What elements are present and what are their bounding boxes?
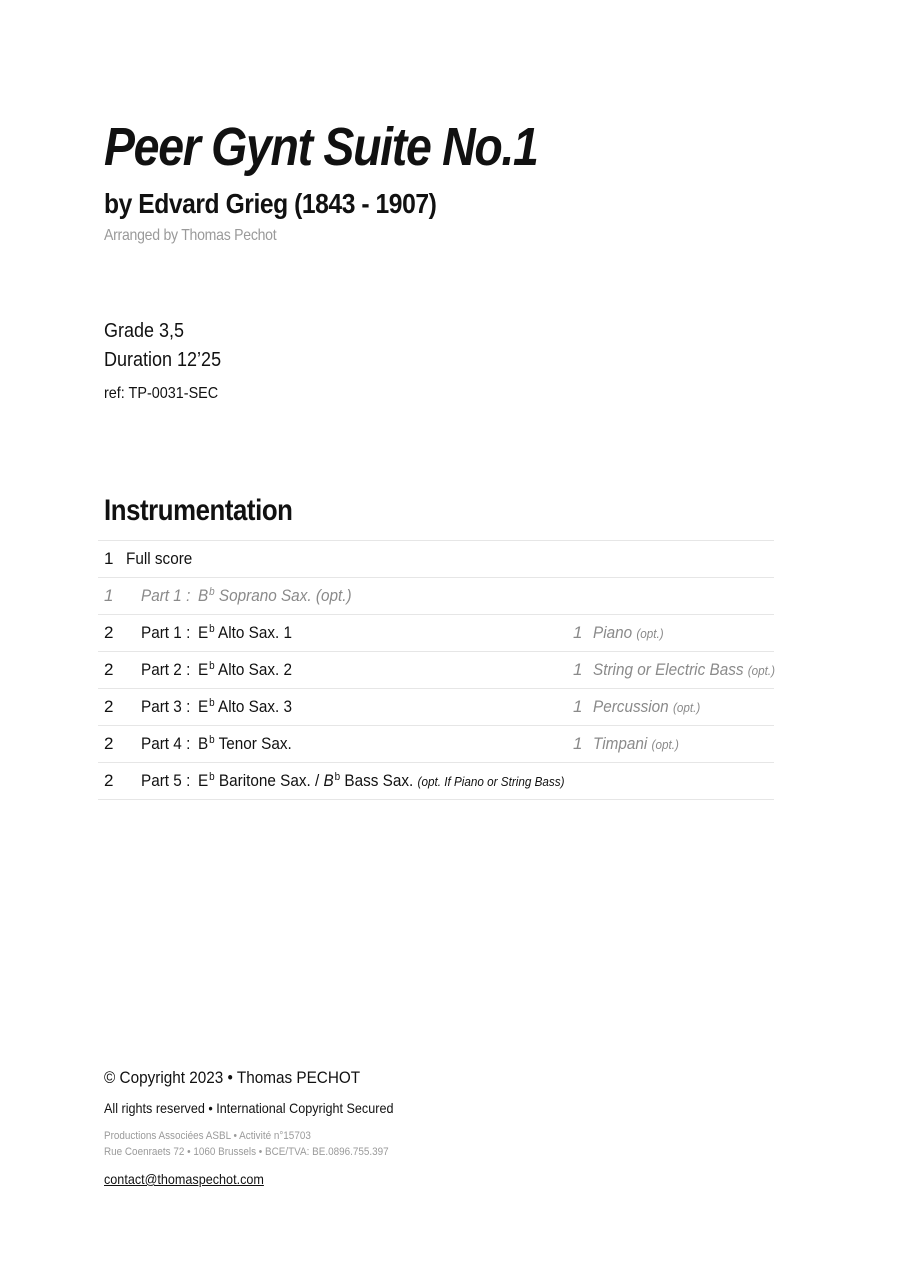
flat-symbol: b (209, 586, 215, 598)
row-part: Part 1 : (141, 586, 191, 605)
optional-instrument: Percussion (593, 697, 669, 716)
optional-note: (opt.) (651, 737, 679, 752)
row-instrument: Alto Sax. 3 (218, 697, 293, 716)
optional-quantity: 1 (573, 697, 583, 716)
row-instrument-cell (198, 771, 565, 791)
row-quantity: 1 (104, 586, 114, 605)
document-title: Peer Gynt Suite No.1 (104, 117, 538, 177)
pitch-letter: E (198, 697, 209, 716)
reference-code: ref: TP-0031-SEC (104, 385, 219, 402)
row-instrument: Alto Sax. 2 (218, 660, 293, 679)
optional-note: (opt.) (747, 663, 776, 678)
instrumentation-row-alto-sax-2 (98, 652, 774, 689)
optional-note: (opt.) (672, 700, 701, 715)
row-instrument: Full score (126, 549, 193, 568)
duration-text: Duration 12’25 (104, 349, 222, 371)
optional-instrument-cell (593, 734, 679, 754)
row-quantity: 2 (104, 771, 114, 790)
row-quantity: 2 (104, 734, 114, 753)
flat-symbol: b (209, 660, 215, 672)
instrumentation-row-full-score (98, 541, 774, 578)
pitch-letter: E (198, 623, 209, 642)
row-quantity: 1 (104, 549, 114, 568)
row-instrument-cell (198, 623, 292, 643)
arranger-line: Arranged by Thomas Pechot (104, 227, 277, 244)
optional-quantity: 1 (573, 660, 583, 679)
composer-line: by Edvard Grieg (1843 - 1907) (104, 188, 437, 219)
instrumentation-row-soprano-sax (98, 578, 774, 615)
optional-note: (opt.) (636, 626, 664, 641)
row-instrument-cell (198, 586, 352, 606)
row-part: Part 3 : (141, 697, 191, 716)
pitch-letter: B (198, 586, 209, 605)
production-line-1: Productions Associées ASBL • Activité n°15703 (104, 1130, 311, 1142)
instrumentation-row-baritone-sax (98, 763, 774, 800)
row-part: Part 4 : (141, 734, 191, 753)
pitch-letter: B (198, 734, 209, 753)
pitch-letter: E (198, 660, 209, 679)
instrumentation-row-alto-sax-1 (98, 615, 774, 652)
pitch-letter-2: B (323, 771, 334, 790)
row-instrument-2: Bass Sax. (344, 771, 414, 790)
row-part: Part 1 : (141, 623, 191, 642)
row-instrument: Soprano Sax. (opt.) (218, 586, 352, 605)
instrumentation-row-tenor-sax (98, 726, 774, 763)
row-instrument-cell (198, 734, 292, 754)
row-instrument: Tenor Sax. (218, 734, 292, 753)
row-instrument-cell (198, 697, 292, 717)
optional-instrument-cell (593, 623, 664, 643)
row-part: Part 5 : (141, 771, 191, 790)
instrumentation-row-alto-sax-3 (98, 689, 774, 726)
flat-symbol: b (334, 771, 341, 783)
row-instrument-cell (198, 660, 292, 680)
optional-quantity: 1 (573, 734, 583, 753)
row-instrument: Baritone Sax. / (218, 771, 320, 790)
contact-email-link[interactable]: contact@thomaspechot.com (104, 1171, 264, 1187)
flat-symbol: b (209, 623, 215, 635)
optional-instrument: Timpani (593, 734, 648, 753)
row-note: (opt. If Piano or String Bass) (417, 774, 565, 789)
row-part: Part 2 : (141, 660, 191, 679)
instrumentation-heading: Instrumentation (104, 494, 293, 527)
optional-instrument: String or Electric Bass (593, 660, 744, 679)
flat-symbol: b (209, 697, 215, 709)
row-quantity: 2 (104, 623, 114, 642)
optional-quantity: 1 (573, 623, 583, 642)
optional-instrument: Piano (593, 623, 633, 642)
flat-symbol: b (209, 734, 215, 746)
flat-symbol: b (209, 771, 215, 783)
row-quantity: 2 (104, 660, 114, 679)
instrumentation-table (98, 540, 774, 800)
optional-instrument-cell (593, 660, 775, 680)
optional-instrument-cell (593, 697, 700, 717)
row-instrument: Alto Sax. 1 (218, 623, 293, 642)
grade-text: Grade 3,5 (104, 320, 185, 342)
pitch-letter: E (198, 771, 209, 790)
production-line-2: Rue Coenraets 72 • 1060 Brussels • BCE/TVA: BE.0896.755.397 (104, 1146, 389, 1158)
rights-line: All rights reserved • International Copyright Secured (104, 1100, 394, 1116)
row-quantity: 2 (104, 697, 114, 716)
copyright-line: © Copyright 2023 • Thomas PECHOT (104, 1068, 361, 1087)
